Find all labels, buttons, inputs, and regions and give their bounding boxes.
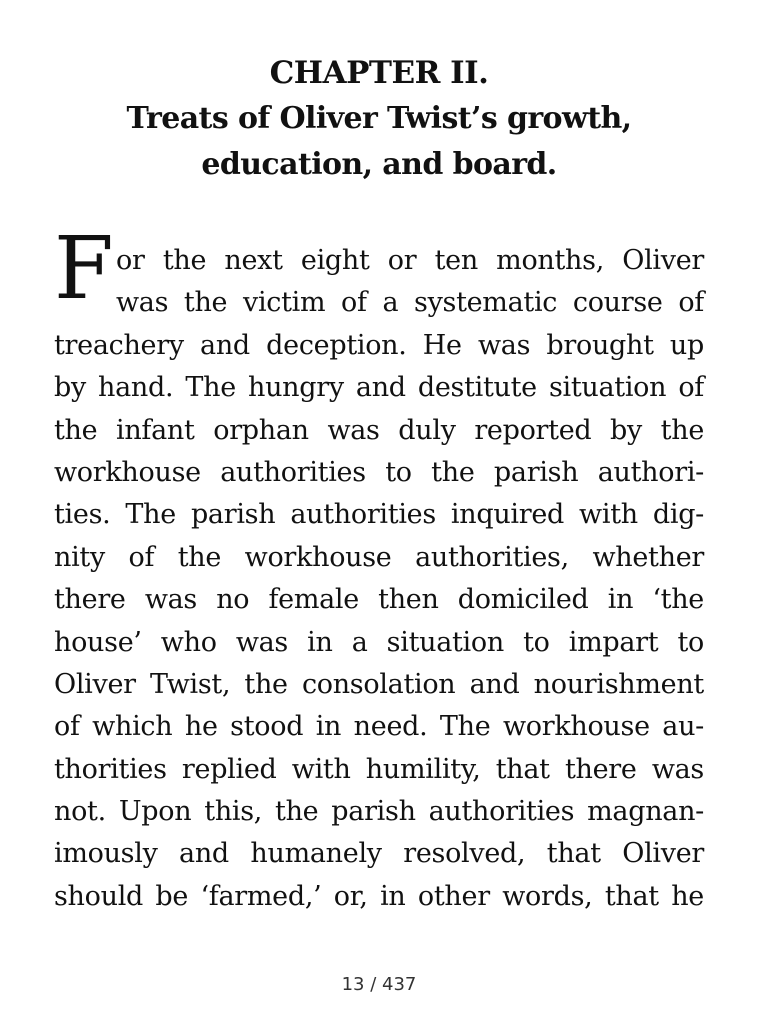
- chapter-title-line-2: education, and board.: [201, 147, 557, 182]
- drop-cap: F: [54, 219, 114, 319]
- chapter-title-line-1: Treats of Oliver Twist’s growth,: [126, 101, 632, 136]
- body-text: [54, 240, 704, 918]
- text-line: not. Upon this, the parish authorities magnan-: [54, 796, 704, 828]
- text-line: thorities replied with humility, that there was: [54, 753, 704, 785]
- text-line: workhouse authorities to the parish authori-: [54, 456, 704, 488]
- page-indicator: 13 / 437: [341, 974, 417, 995]
- text-line: Oliver Twist, the consolation and nourishment: [54, 668, 704, 700]
- chapter-number: CHAPTER II.: [269, 55, 489, 91]
- text-line: there was no female then domiciled in ‘the: [54, 584, 704, 616]
- text-line: treachery and deception. He was brought up: [54, 329, 704, 361]
- text-line: of which he stood in need. The workhouse au-: [54, 711, 704, 743]
- text-line: imously and humanely resolved, that Oliver: [54, 838, 704, 870]
- text-line: house’ who was in a situation to impart to: [54, 626, 704, 658]
- text-line: ties. The parish authorities inquired with dig-: [54, 499, 704, 531]
- text-line: nity of the workhouse authorities, whether: [54, 541, 704, 573]
- text-line: by hand. The hungry and destitute situation of: [54, 372, 704, 404]
- text-line: should be ‘farmed,’ or, in other words, that he: [54, 880, 704, 912]
- chapter-heading: [40, 50, 718, 188]
- text-line: was the victim of a systematic course of: [116, 287, 704, 319]
- text-line: the infant orphan was duly reported by the: [54, 414, 704, 446]
- text-line: or the next eight or ten months, Oliver: [116, 245, 704, 276]
